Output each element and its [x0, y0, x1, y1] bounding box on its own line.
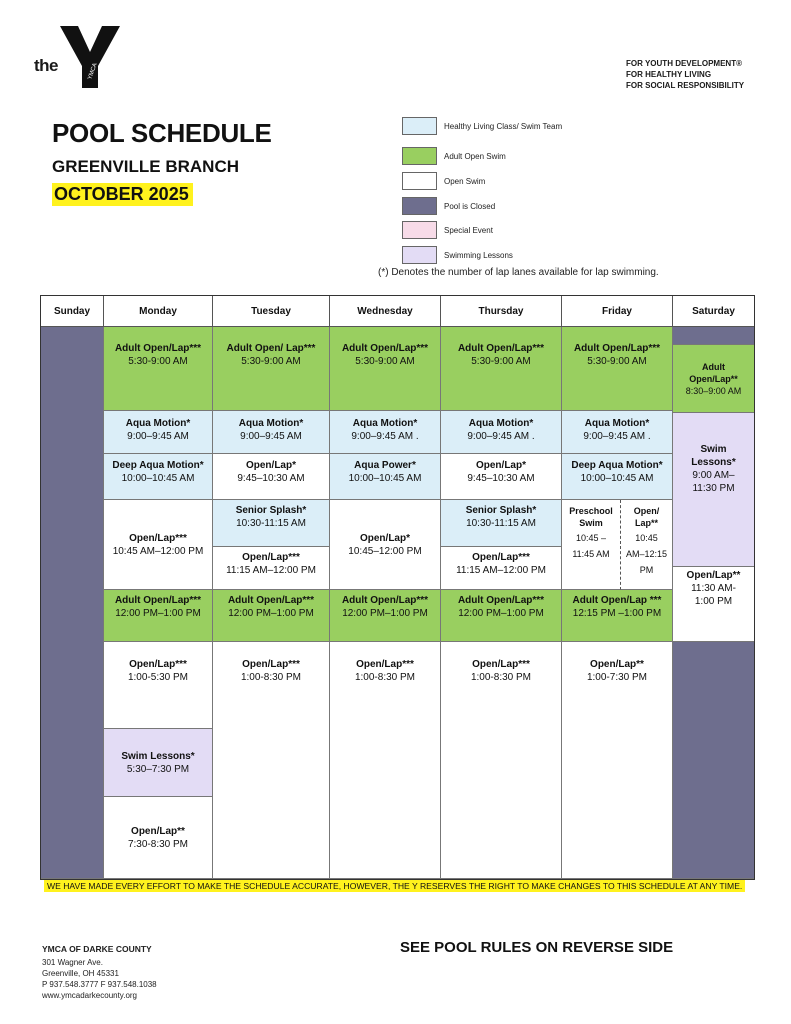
slot-time: 11:45 AM: [572, 549, 610, 559]
monday-slot: [104, 454, 213, 500]
legend-label: Swimming Lessons: [444, 250, 513, 260]
slot-time: 9:00–9:45 AM .: [583, 431, 651, 442]
slot-title: Aqua Motion*: [238, 418, 304, 429]
monday-slot: [104, 729, 213, 797]
friday-slot: [621, 500, 673, 590]
legend-label: Pool is Closed: [444, 201, 496, 211]
slot-title: Open/Lap***: [242, 659, 300, 670]
slot-title: Adult Open/Lap***: [573, 343, 661, 354]
slot-title: Adult Open/Lap***: [457, 343, 545, 354]
slot-title: Swim Lessons*: [121, 750, 195, 762]
logo-ymca-text: YMCA: [87, 62, 99, 81]
slot-title: Open/Lap***: [129, 532, 187, 544]
legend-label: Open Swim: [444, 176, 486, 186]
slot-title: Open/Lap**: [686, 570, 741, 581]
slot-title: Open/Lap***: [129, 659, 187, 670]
slot-time: 1:00-8:30 PM: [470, 672, 532, 683]
slot-time: 9:00 AM–: [692, 470, 735, 481]
slot-time: 12:15 PM –1:00 PM: [572, 608, 662, 619]
slot-title: Adult Open/Lap***: [114, 343, 202, 354]
monday-slot: [104, 411, 213, 454]
wednesday-slot: [330, 642, 441, 879]
slot-title: Preschool: [569, 506, 613, 516]
legend-label: Adult Open Swim: [444, 151, 506, 161]
slot-title: Swim: [579, 518, 603, 528]
slot-time: 8:30–9:00 AM: [685, 385, 742, 396]
tagline: [626, 58, 744, 91]
monday-slot: [104, 797, 213, 879]
slot-time: 10:45: [635, 533, 658, 543]
thursday-slot: [441, 590, 562, 642]
tuesday-slot: [213, 411, 330, 454]
day-header-wednesday: Wednesday: [330, 296, 441, 327]
slot-title: Open/Lap**: [590, 659, 644, 670]
slot-time: 5:30-9:00 AM: [128, 356, 188, 367]
wednesday-slot: [330, 590, 441, 642]
legend-label: Healthy Living Class/ Swim Team: [444, 121, 563, 131]
slot-time: 10:45–12:00 PM: [348, 545, 422, 557]
tagline-line: FOR SOCIAL RESPONSIBILITY: [626, 81, 745, 90]
slot-title: Open/Lap***: [242, 552, 300, 563]
saturday-closed: [673, 642, 754, 879]
friday-slot: [562, 642, 673, 879]
slot-title: Open/: [633, 506, 660, 516]
tuesday-slot: [213, 590, 330, 642]
slot-time: 10:00–10:45 AM: [580, 473, 654, 484]
slot-time: 5:30-9:00 AM: [355, 356, 415, 367]
friday-slot: [562, 411, 673, 454]
wednesday-slot: [330, 454, 441, 500]
slot-title: Adult Open/Lap***: [341, 343, 429, 354]
tuesday-slot: [213, 327, 330, 411]
slot-time: 1:00-8:30 PM: [354, 672, 416, 683]
slot-time: 11:15 AM–12:00 PM: [226, 565, 316, 576]
slot-time: 11:30 PM: [692, 483, 735, 494]
phone-fax: P 937.548.3777 F 937.548.1038: [42, 980, 157, 989]
slot-title: Open/Lap***: [472, 659, 530, 670]
slot-time: 12:00 PM–1:00 PM: [342, 608, 428, 619]
slot-title: Aqua Motion*: [352, 418, 418, 429]
slot-title: Open/Lap**: [689, 373, 738, 384]
thursday-slot: [441, 327, 562, 411]
friday-slot: [562, 327, 673, 411]
wednesday-slot: [330, 411, 441, 454]
legend-swatch: [402, 197, 437, 215]
tagline-line: FOR YOUTH DEVELOPMENT®: [626, 59, 742, 68]
day-header-friday: Friday: [562, 296, 673, 327]
slot-time: 10:30-11:15 AM: [236, 518, 306, 529]
slot-time: 7:30-8:30 PM: [127, 838, 189, 850]
slot-time: 9:45–10:30 AM: [467, 473, 535, 484]
slot-time: 1:00-7:30 PM: [586, 672, 648, 683]
day-header-tuesday: Tuesday: [213, 296, 330, 327]
slot-time: 10:45 –: [575, 533, 607, 543]
saturday-slot: [673, 567, 754, 642]
saturday-closed: [673, 327, 754, 345]
slot-title: Adult Open/Lap ***: [572, 595, 662, 606]
slot-time: AM–12:15: [625, 549, 668, 559]
slot-time: 5:30-9:00 AM: [471, 356, 531, 367]
page-title: POOL SCHEDULE: [52, 118, 272, 148]
slot-time: 5:30-9:00 AM: [587, 356, 647, 367]
address-line: 301 Wagner Ave.: [42, 958, 103, 967]
saturday-slot: [673, 413, 754, 567]
slot-time: 1:00-8:30 PM: [240, 672, 302, 683]
slot-title: Aqua Power*: [354, 460, 416, 471]
slot-time: 9:00–9:45 AM: [127, 431, 189, 442]
legend-swatch: [402, 172, 437, 190]
legend-item: [402, 147, 506, 165]
tuesday-slot: [213, 642, 330, 879]
legend-swatch: [402, 147, 437, 165]
branch-name: GREENVILLE BRANCH: [52, 157, 240, 176]
legend-item: [402, 172, 485, 190]
slot-time: 12:00 PM–1:00 PM: [115, 608, 201, 619]
slot-title: Adult: [702, 361, 725, 372]
slot-time: 12:00 PM–1:00 PM: [458, 608, 544, 619]
slot-title: Open/Lap*: [475, 460, 526, 471]
slot-title: Senior Splash*: [235, 505, 307, 516]
slot-time: 10:00–10:45 AM: [121, 473, 195, 484]
slot-title: Aqua Motion*: [468, 418, 534, 429]
logo-the-text: the: [34, 56, 58, 75]
slot-title: Open/Lap***: [472, 552, 530, 563]
thursday-slot: [441, 642, 562, 879]
slot-title: Lessons*: [691, 457, 736, 468]
legend-swatch: [402, 221, 437, 239]
wednesday-slot: [330, 500, 441, 590]
slot-title: Aqua Motion*: [584, 418, 650, 429]
slot-title: Lap**: [634, 518, 658, 528]
tuesday-slot: [213, 547, 330, 590]
slot-title: Open/Lap*: [245, 460, 296, 471]
friday-slot: [562, 454, 673, 500]
legend-item: [402, 117, 562, 135]
monday-slot: [104, 327, 213, 411]
slot-title: Adult Open/Lap***: [341, 595, 429, 606]
monday-slot: [104, 590, 213, 642]
legend-label: Special Event: [444, 225, 493, 235]
schedule-table: [40, 295, 755, 880]
footer-address: [42, 944, 157, 1001]
slot-title: Swim: [700, 444, 727, 455]
slot-time: 1:00 PM: [694, 596, 733, 607]
slot-title: Senior Splash*: [465, 505, 537, 516]
pool-rules-note: SEE POOL RULES ON REVERSE SIDE: [400, 939, 674, 956]
ymca-y-icon: [58, 22, 122, 90]
slot-time: 1:00-5:30 PM: [127, 672, 189, 683]
legend-swatch: [402, 117, 437, 135]
monday-slot: [104, 500, 213, 590]
slot-title: Adult Open/Lap***: [227, 595, 315, 606]
wednesday-slot: [330, 327, 441, 411]
slot-time: 11:15 AM–12:00 PM: [456, 565, 546, 576]
friday-slot: [562, 500, 621, 590]
tagline-line: FOR HEALTHY LIVING: [626, 70, 712, 79]
legend-item: [402, 221, 493, 239]
disclaimer: WE HAVE MADE EVERY EFFORT TO MAKE THE SCHEDULE ACCURATE, HOWEVER, THE Y RESERVES THE RIGHT TO MAKE CHANGES TO THIS SCHEDULE AT ANY TIME.: [44, 880, 745, 892]
slot-time: 10:00–10:45 AM: [348, 473, 422, 484]
saturday-slot: [673, 345, 754, 413]
slot-time: PM: [639, 565, 654, 575]
slot-time: 10:30-11:15 AM: [466, 518, 536, 529]
slot-title: Adult Open/Lap***: [114, 595, 202, 606]
slot-title: Aqua Motion*: [125, 418, 191, 429]
slot-title: Open/Lap**: [131, 825, 185, 837]
slot-time: 9:00–9:45 AM .: [351, 431, 419, 442]
schedule-month: OCTOBER 2025: [52, 183, 193, 206]
org-name: YMCA OF DARKE COUNTY: [42, 944, 152, 954]
title-block: [52, 118, 272, 206]
monday-slot: [104, 642, 213, 729]
thursday-slot: [441, 411, 562, 454]
day-header-sunday: Sunday: [41, 296, 104, 327]
tuesday-slot: [213, 500, 330, 547]
lap-lane-note: (*) Denotes the number of lap lanes available for lap swimming.: [378, 267, 659, 278]
slot-title: Open/Lap*: [359, 532, 410, 544]
day-header-saturday: Saturday: [673, 296, 754, 327]
slot-title: Adult Open/Lap***: [457, 595, 545, 606]
slot-title: Open/Lap***: [356, 659, 414, 670]
ymca-logo: [34, 22, 124, 94]
slot-time: 11:30 AM-: [691, 583, 736, 594]
slot-time: 5:30-9:00 AM: [241, 356, 301, 367]
slot-time: 10:45 AM–12:00 PM: [112, 545, 204, 557]
day-header-monday: Monday: [104, 296, 213, 327]
friday-slot: [562, 590, 673, 642]
thursday-slot: [441, 454, 562, 500]
tuesday-slot: [213, 454, 330, 500]
thursday-slot: [441, 500, 562, 547]
slot-title: Deep Aqua Motion*: [112, 460, 204, 471]
slot-title: Deep Aqua Motion*: [571, 460, 663, 471]
sunday-closed: [41, 327, 104, 879]
day-header-thursday: Thursday: [441, 296, 562, 327]
website: www.ymcadarkecounty.org: [42, 991, 137, 1000]
slot-time: 5:30–7:30 PM: [126, 763, 190, 775]
slot-time: 9:45–10:30 AM: [237, 473, 305, 484]
legend-swatch: [402, 246, 437, 264]
slot-time: 9:00–9:45 AM .: [467, 431, 535, 442]
slot-time: 12:00 PM–1:00 PM: [228, 608, 314, 619]
thursday-slot: [441, 547, 562, 590]
slot-title: Adult Open/ Lap***: [226, 343, 316, 354]
address-line: Greenville, OH 45331: [42, 969, 119, 978]
slot-time: 9:00–9:45 AM: [240, 431, 302, 442]
legend-item: [402, 197, 495, 215]
legend-item: [402, 246, 513, 264]
